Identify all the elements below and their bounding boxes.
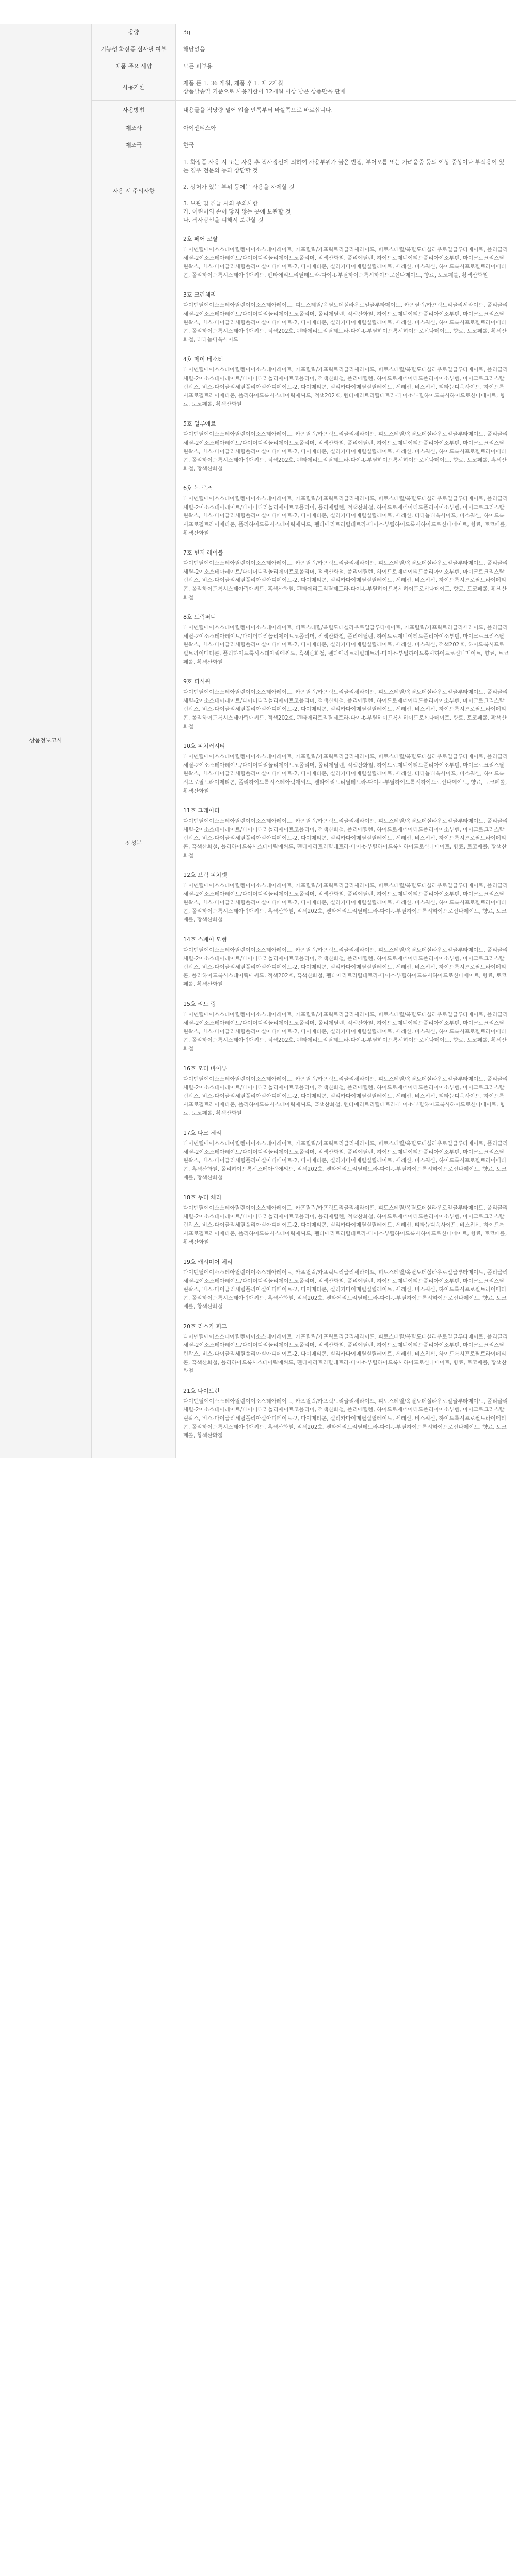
shade-name: 15호 리드 링 [183,1001,216,1008]
row-label: 사용기한 [92,75,176,101]
row-label: 사용방법 [92,101,176,120]
shade-name: 7호 변저 레이블 [183,549,223,557]
shade-ingredients [183,420,509,473]
shade-name: 3호 크런체리 [183,291,216,299]
shade-ingredients [183,936,509,989]
row-value: 모든 피부용 [176,58,516,75]
row-label: 기능성 화장품 심사필 여부 [92,41,176,58]
shade-ingredients [183,291,509,344]
shade-name: 8호 트릭퍼니 [183,614,216,621]
row-value: 1. 화장품 사용 시 또는 사용 후 직사광선에 의하여 사용부위가 붉은 반점, 부어오름 또는 가려움증 등의 이상 증상이나 부작용이 있는 경우 전문의 등과 상담할 것 2. 상처가 있는 부위 등에는 사용을 자제할 것 3. 보관 및 취급 시의 주의사항 가. 어린이의 손이 닿지 않는 곳에 보관할 것 나. 직사광선을 피해서 보관할 것 [176,154,516,229]
shade-ingredients [183,1194,509,1247]
shade-ingredients [183,355,509,409]
shade-ingredients [183,613,509,666]
shade-ingredient-text: 다이멘틸에이소스테아릴렌이이소스테아레이트, 카프릴릭/카프릭트리글리세라이드, 피토스테릴/옥틸도데실라우로일글루타메이트, 폴리글리세릴-2이소스테아레이트/다이머디리놀리에이트코폴리머, 폴리에틸렌, 적색산화철, 하이드로제네이티드폴리아이소부텐, 마이크로크리스탈린왁스, 비스-다이글리세릴폴리아실아디페이트-2, 다이메티콘, 실리카다이메틸실릴레이트, 세레신, 티타늄디옥사이드, 비스워신, 하이드록시프로필트라이메티콘, 폴리하이드록시스테아릭애씨드, 펜타에리트리틸테트라-다이-t-부틸하이드록시하이드로신나메이트, 향료, 토코페롤, 황색산화철 [183,1204,509,1246]
shade-ingredients [183,549,509,602]
product-notice-table [0,24,516,1458]
shade-ingredients [183,807,509,860]
row-value: 제품 뜬 1. 36 개월, 제품 후 1. 제 2개월 상품발송일 기준으로 사용기한이 12개월 이상 남은 상품만을 판매 [176,75,516,101]
shade-ingredient-text: 다이멘틸에이소스테아릴렌이이소스테아레이트, 피토스테릴/옥틸도데실라우로일글루타메이트, 카프릴릭/카프릭트리글리세라이드, 폴리글리세릴-2이소스테아레이트/다이머디리놀리에이트코폴리머, 폴리에틸렌, 적색산화철, 하이드로제네이티드폴리아이소부텐, 마이크로크리스탈린왁스, 비스-다이글리세릴폴리아실아디페이트-2, 다이메티콘, 실리카다이메틸실릴레이트, 세레신, 비스워신, 하이드록시프로필트라이메티콘, 폴리하이드록시스테아릭애씨드, 적색202호, 펜타에리트리틸테트라-다이-t-부틸하이드록시하이드로신나메이트, 향료, 토코페롤, 황색산화철, 티타늄디옥사이드 [183,302,508,343]
shade-ingredient-text: 다이멘틸에이소스테아릴렌이이소스테아레이트, 카프릴릭/카프릭트리글리세라이드, 피토스테릴/옥틸도데실라우로일글루타메이트, 폴리글리세릴-2이소스테아레이트/다이머디리놀리에이트코폴리머, 적색산화철, 폴리에틸렌, 하이드로제네이티드폴리아이소부텐, 마이크로크리스탈린왁스, 비스-다이글리세릴폴리아실아디페이트-2, 다이메티콘, 실리카다이메틸실릴레이트, 세레신, 비스워신, 하이드록시프로필트라이메티콘, 흑색산화철, 폴리하이드록시스테아릭애씨드, 적색202호, 펜타에리트리틸테트라-다이-t-부틸하이드록시하이드로신나메이트, 향료, 토코페롤, 황색산화철 [183,1140,508,1181]
shade-ingredient-text: 다이멘틸에이소스테아릴렌이이소스테아레이트, 카프릴릭/카프릭트리글리세라이드, 피토스테릴/옥틸도데실라우로일글루타메이트, 폴리글리세릴-2이소스테아레이트/다이머디리놀리에이트코폴리머, 적색산화철, 폴리에틸렌, 하이드로제네이티드폴리아이소부텐, 마이크로크리스탈린왁스, 비스-다이글리세릴폴리아실아디페이트-2, 다이메티콘, 실리카다이메틸실릴레이트, 세레신, 비스워신, 하이드록시프로필트라이메티콘, 폴리하이드록시스테아릭애씨드, 흑색산화철, 펜타에리트리틸테트라-다이-t-부틸하이드록시하이드로신나메이트, 향료, 토코페롤, 황색산화철 [183,560,508,601]
shade-ingredients [183,235,509,280]
shade-ingredients [183,742,509,795]
shade-ingredient-text: 다이멘틸에이소스테아릴렌이이소스테아레이트, 카프릴릭/카프릭트리글리세라이드, 피토스테릴/옥틸도데실라우로일글루타메이트, 폴리글리세릴-2이소스테아레이트/다이머디리놀리에이트코폴리머, 적색산화철, 폴리에틸렌, 하이드로제네이티드폴리아이소부텐, 마이크로크리스탈린왁스, 비스-다이글리세릴폴리아실아디페이트-2, 다이메티콘, 실리카다이메틸실릴레이트, 세레신, 비스워신, 하이드록시프로필트라이메티콘, 폴리하이드록시스테아릭애씨드, 적색202호, 펜타에리트리틸테트라-다이-t-부틸하이드록시하이드로신나메이트, 향료, 토코페롤, 황색산화철 [183,689,508,730]
shade-name: 18호 누디 체리 [183,1194,222,1201]
shade-ingredients [183,1323,509,1376]
shade-name: 17호 다크 체리 [183,1129,222,1136]
ingredients-list [176,229,516,1458]
shade-ingredients [183,678,509,731]
shade-name: 4호 메이 베소티 [183,356,223,363]
shade-name: 9호 피시윈 [183,678,211,686]
row-value: 아이센티스아 [176,120,516,137]
shade-name: 14호 스패이 모형 [183,936,227,943]
shade-name: 11호 그레이티 [183,807,220,814]
shade-ingredient-text: 다이멘틸에이소스테아릴렌이이소스테아레이트, 카프릴릭/카프릭트리글리세라이드, 피토스테릴/옥틸도데실라우로일글루타메이트, 폴리글리세릴-2이소스테아레이트/다이머디리놀리에이트코폴리머, 폴리에틸렌, 적색산화철, 하이드로제네이티드폴리아이소부텐, 마이크로크리스탈린왁스, 비스-다이글리세릴폴리아실아디페이트-2, 다이메티콘, 실리카다이메틸실릴레이트, 세레신, 티타늄디옥사이드, 비스워신, 하이드록시프로필트라이메티콘, 폴리하이드록시스테아릭애씨드, 펜타에리트리틸테트라-다이-t-부틸하이드록시하이드로신나메이트, 향료, 토코페롤, 황색산화철 [183,754,509,794]
row-value: 내용물을 적당량 덜어 입술 안쪽부터 바깥쪽으로 바르십니다. [176,101,516,120]
ingredients-label: 전성분 [92,229,176,1458]
shade-ingredients [183,871,509,924]
row-value: 해당없음 [176,41,516,58]
shade-name: 12호 브릭 피치넷 [183,872,227,879]
shade-name: 2호 페어 코랄 [183,236,218,242]
shade-ingredient-text: 다이멘틸에이소스테아릴렌이이소스테아레이트, 카프릴릭/카프릭트리글리세라이드, 피토스테릴/옥틸도데실라우로일글루타메이트, 폴리글리세릴-2이소스테아레이트/다이머디리놀리에이트코폴리머, 적색산화철, 폴리에틸렌, 하이드로제네이티드폴리아이소부텐, 마이크로크리스탈린왁스, 비스-다이글리세릴폴리아실아디페이트-2, 다이메티콘, 실리카다이메틸실릴레이트, 세레신, 비스워신, 하이드록시프로필트라이메티콘, 폴리하이드록시스테아릭애씨드, 적색202호, 펜타에리트리틸테트라-다이-t-부틸하이드록시하이드로신나메이트, 향료, 토코페롤, 흑색산화철, 황색산화철 [183,431,508,472]
row-label: 제조국 [92,137,176,154]
shade-ingredient-text: 다이멘틸에이소스테아릴렌이이소스테아레이트, 카프릴릭/카프릭트리글리세라이드, 피토스테릴/옥틸도데실라우로일글루타메이트, 폴리글리세릴-2이소스테아레이트/다이머디리놀리에이트코폴리머, 적색산화철, 폴리에틸렌, 하이드로제네이티드폴리아이소부텐, 마이크로크리스탈린왁스, 비스-다이글리세릴폴리아실아디페이트-2, 다이메티콘, 실리카다이메틸실릴레이트, 세레신, 비스워신, 하이드록시프로필트라이메티콘, 흑색산화철, 폴리하이드록시스테아릭애씨드, 펜타에리트리틸테트라-다이-t-부틸하이드록시하이드로신나메이트, 향료, 토코페롤, 황색산화철 [183,1333,508,1375]
shade-ingredient-text: 다이멘틸에이소스테아릴렌이이소스테아레이트, 카프릴릭/카프릭트리글리세라이드, 피토스테릴/옥틸도데실라우로일글루타메이트, 폴리글리세릴-2이소스테아레이트/다이머디리놀리에이트코폴리머, 폴리에틸렌, 적색산화철, 하이드로제네이티드폴리아이소부텐, 마이크로크리스탈린왁스, 비스-다이글리세릴폴리아실아디페이트-2, 다이메티콘, 실리카다이메틸실릴레이트, 세레신, 티타늄디옥사이드, 비스워신, 하이드록시프로필트라이메티콘, 폴리하이드록시스테아릭애씨드, 펜타에리트리틸테트라-다이-t-부틸하이드록시하이드로신나메이트, 향료, 토코페롤, 황색산화철 [183,496,509,536]
shade-ingredients [183,484,509,537]
shade-name: 10호 피치커시티 [183,743,225,750]
shade-ingredients [183,1258,509,1311]
shade-ingredients [183,1129,509,1182]
row-value: 한국 [176,137,516,154]
shade-ingredient-text: 다이멘틸에이소스테아릴렌이이소스테아레이트, 카프릴릭/카프릭트리글리세라이드, 피토스테릴/옥틸도데실라우로일글루타메이트, 폴리글리세릴-2이소스테아레이트/다이머디리놀리에이트코폴리머, 적색산화철, 폴리에틸렌, 하이드로제네이티드폴리아이소부텐, 마이크로크리스탈린왁스, 비스-다이글리세릴폴리아실아디페이트-2, 다이메티콘, 실리카다이메틸실릴레이트, 세레신, 비스워신, 하이드록시프로필트라이메티콘, 폴리하이드록시스테아릭애씨드, 펜타에리트리틸테트라-다이-t-부틸하이드록시하이드로신나메이트, 향료, 토코페롤, 황색산화철 [183,247,508,279]
shade-name: 19호 캐시미어 체리 [183,1258,233,1265]
row-label: 사용 시 주의사항 [92,154,176,229]
shade-ingredient-text: 다이멘틸에이소스테아릴렌이이소스테아레이트, 카프릴릭/카프릭트리글리세라이드, 피토스테릴/옥틸도데실라우로일글루타메이트, 폴리글리세릴-2이소스테아레이트/다이머디리놀리에이트코폴리머, 적색산화철, 폴리에틸렌, 하이드로제네이티드폴리아이소부텐, 마이크로크리스탈린왁스, 비스-다이글리세릴폴리아실아디페이트-2, 다이메티콘, 실리카다이메틸실릴레이트, 세레신, 비스워신, 하이드록시프로필트라이메티콘, 폴리하이드록시스테아릭애씨드, 흑색산화철, 적색202호, 펜타에리트리틸테트라-다이-t-부틸하이드록시하이드로신나메이트, 향료, 토코페롤, 황색산화철 [183,1269,508,1310]
shade-ingredients [183,1065,509,1118]
shade-ingredients [183,1000,509,1053]
shade-ingredient-text: 다이멘틸에이소스테아릴렌이이소스테아레이트, 카프릴릭/카프릭트리글리세라이드, 피토스테릴/옥틸도데실라우로일글루타메이트, 폴리글리세릴-2이소스테아레이트/다이머디리놀리에이트코폴리머, 적색산화철, 폴리에틸렌, 하이드로제네이티드폴리아이소부텐, 마이크로크리스탈린왁스, 비스-다이글리세릴폴리아실아디페이트-2, 다이메티콘, 실리카다이메틸실릴레이트, 세레신, 비스워신, 하이드록시프로필트라이메티콘, 폴리하이드록시스테아릭애씨드, 흑색산화철, 적색202호, 펜타에리트리틸테트라-다이-t-부틸하이드록시하이드로신나메이트, 향료, 토코페롤, 황색산화철 [183,883,508,923]
section-label: 상품정보고시 [0,24,92,1458]
shade-ingredient-text: 다이멘틸에이소스테아릴렌이이소스테아레이트, 카프릴릭/카프릭트리글리세라이드, 피토스테릴/옥틸도데실라우로일글루타메이트, 폴리글리세릴-2이소스테아레이트/다이머디리놀리에이트코폴리머, 적색산화철, 폴리에틸렌, 하이드로제네이티드폴리아이소부텐, 마이크로크리스탈린왁스, 비스-다이글리세릴폴리아실아디페이트-2, 다이메티콘, 실리카다이메틸실릴레이트, 세레신, 비스워신, 하이드록시프로필트라이메티콘, 폴리하이드록시스테아릭애씨드, 흑색산화철, 적색202호, 펜타에리트리틸테트라-다이-t-부틸하이드록시하이드로신나메이트, 향료, 토코페롤, 황색산화철 [183,1398,508,1439]
shade-name: 20호 리스카 피그 [183,1323,227,1330]
shade-ingredients [183,1387,509,1440]
row-label: 제조사 [92,120,176,137]
shade-name: 16호 모디 바이뷰 [183,1065,227,1072]
shade-ingredient-text: 다이멘틸에이소스테아릴렌이이소스테아레이트, 피토스테릴/옥틸도데실라우로일글루타메이트, 카프릴릭/카프릭트리글리세라이드, 폴리글리세릴-2이소스테아레이트/다이머디리놀리에이트코폴리머, 적색산화철, 폴리에틸렌, 하이드로제네이티드폴리아이소부텐, 마이크로크리스탈린왁스, 비스-다이글리세릴폴리아실아디페이트-2, 다이메티콘, 실리카다이메틸실릴레이트, 세레신, 비스워신, 적색202호, 하이드록시프로필트라이메티콘, 폴리하이드록시스테아릭애씨드, 흑색산화철, 펜타에리트리틸테트라-다이-t-부틸하이드록시하이드로신나메이트, 향료, 토코페롤, 황색산화철 [183,625,509,665]
row-label: 제품 주요 사양 [92,58,176,75]
shade-name: 6호 누 로즈 [183,485,213,492]
shade-ingredient-text: 다이멘틸에이소스테아릴렌이이소스테아레이트, 카프릴릭/카프릭트리글리세라이드, 피토스테릴/옥틸도데실라우로일글루타메이트, 폴리글리세릴-2이소스테아레이트/다이머디리놀리에이트코폴리머, 적색산화철, 폴리에틸렌, 하이드로제네이티드폴리아이소부텐, 마이크로크리스탈린왁스, 비스-다이글리세릴폴리아실아디페이트-2, 다이메티콘, 실리카다이메틸실릴레이트, 세레신, 비스워신, 하이드록시프로필트라이메티콘, 흑색산화철, 폴리하이드록시스테아릭애씨드, 펜타에리트리틸테트라-다이-t-부틸하이드록시하이드로신나메이트, 향료, 토코페롤, 황색산화철 [183,818,508,859]
info-row [0,24,516,41]
row-value: 3g [176,24,516,41]
shade-name: 5호 얼루에르 [183,420,216,428]
shade-ingredient-text: 다이멘틸에이소스테아릴렌이이소스테아레이트, 카프릴릭/카프릭트리글리세라이드, 피토스테릴/옥틸도데실라우로일글루타메이트, 폴리글리세릴-2이소스테아레이트/다이머디리놀리에이트코폴리머, 적색산화철, 폴리에틸렌, 하이드로제네이티드폴리아이소부텐, 마이크로크리스탈린왁스, 비스-다이글리세릴폴리아실아디페이트-2, 다이메티콘, 실리카다이메틸실릴레이트, 세레신, 비스워신, 티타늄디옥사이드, 하이드록시프로필트라이메티콘, 폴리하이드록시스테아릭애씨드, 적색202호, 펜타에리트리틸테트라-다이-t-부틸하이드록시하이드로신나메이트, 향료, 토코페롤, 황색산화철 [183,367,508,407]
shade-name: 21호 나이트런 [183,1387,220,1394]
shade-ingredient-text: 다이멘틸에이소스테아릴렌이이소스테아레이트, 카프릴릭/카프릭트리글리세라이드, 피토스테릴/옥틸도데실라우로일글루타메이트, 폴리글리세릴-2이소스테아레이트/다이머디리놀리에이트코폴리머, 폴리에틸렌, 적색산화철, 하이드로제네이티드폴리아이소부텐, 마이크로크리스탈린왁스, 비스-다이글리세릴폴리아실아디페이트-2, 다이메티콘, 실리카다이메틸실릴레이트, 세레신, 비스워신, 하이드록시프로필트라이메티콘, 폴리하이드록시스테아릭애씨드, 적색202호, 펜타에리트리틸테트라-다이-t-부틸하이드록시하이드로신나메이트, 향료, 토코페롤, 황색산화철 [183,1012,508,1052]
shade-ingredient-text: 다이멘틸에이소스테아릴렌이이소스테아레이트, 카프릴릭/카프릭트리글리세라이드, 피토스테릴/옥틸도데실라우로일글루타메이트, 폴리글리세릴-2이소스테아레이트/다이머디리놀리에이트코폴리머, 적색산화철, 폴리에틸렌, 하이드로제네이티드폴리아이소부텐, 마이크로크리스탈린왁스, 비스-다이글리세릴폴리아실아디페이트-2, 다이메티콘, 실리카다이메틸실릴레이트, 세레신, 비스워신, 하이드록시프로필트라이메티콘, 폴리하이드록시스테아릭애씨드, 적색202호, 흑색산화철, 펜타에리트리틸테트라-다이-t-부틸하이드록시하이드로신나메이트, 향료, 토코페롤, 황색산화철 [183,947,508,988]
row-label: 용량 [92,24,176,41]
shade-ingredient-text: 다이멘틸에이소스테아릴렌이이소스테아레이트, 카프릴릭/카프릭트리글리세라이드, 피토스테릴/옥틸도데실라우로일글루타메이트, 폴리글리세릴-2이소스테아레이트/다이머디리놀리에이트코폴리머, 적색산화철, 폴리에틸렌, 하이드로제네이티드폴리아이소부텐, 마이크로크리스탈린왁스, 비스-다이글리세릴폴리아실아디페이트-2, 다이메티콘, 실리카다이메틸실릴레이트, 세레신, 비스워신, 티타늄디옥사이드, 하이드록시프로필트라이메티콘, 폴리하이드록시스테아릭애씨드, 흑색산화철, 펜타에리트리틸테트라-다이-t-부틸하이드록시하이드로신나메이트, 향료, 토코페롤, 황색산화철 [183,1076,508,1117]
